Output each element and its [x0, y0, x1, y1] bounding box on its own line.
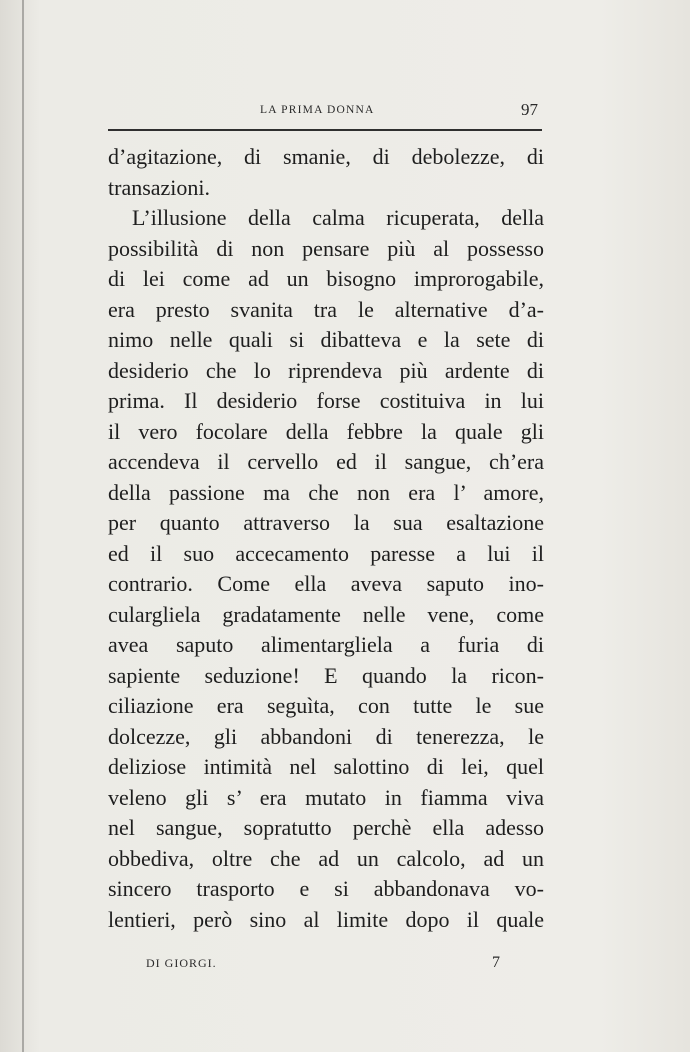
text-line: dolcezze, gli abbandoni di tenerezza, le [108, 723, 544, 749]
text-line: di lei come ad un bisogno improrogabile, [108, 266, 544, 291]
text-line: d’agitazione, di smanie, di debolezze, di [108, 144, 544, 169]
text-line: prima. Il desiderio forse costituiva in lui [108, 388, 544, 413]
text-line: lentieri, però sino al limite dopo il quale [108, 906, 544, 932]
text-line: possibilità di non pensare più al possesso [108, 235, 544, 261]
text-line: obbediva, oltre che ad un calcolo, ad un [108, 845, 544, 871]
text-line: nimo nelle quali si dibatteva e la sete di [108, 327, 544, 352]
binding-edge-line [22, 0, 24, 1052]
text-line: L’illusione della calma ricuperata, della [132, 205, 544, 230]
text-line: per quanto attraverso la sua esaltazione [108, 510, 544, 535]
text-line: culargliela gradatamente nelle vene, come [108, 601, 544, 627]
text-line: desiderio che lo riprendeva più ardente di [108, 357, 544, 383]
text-line: sincero trasporto e si abbandonava vo- [108, 876, 544, 901]
text-line: della passione ma che non era l’ amore, [108, 479, 544, 505]
page-header [0, 100, 690, 126]
printer-signature: DI GIORGI. [146, 956, 217, 970]
header-rule [108, 129, 542, 131]
text-line: transazioni. [108, 174, 211, 200]
text-line: ciliazione era seguìta, con tutte le sue [108, 693, 544, 718]
text-line: nel sangue, sopratutto perchè ella adesso [108, 815, 544, 840]
text-line: sapiente seduzione! E quando la ricon- [108, 662, 544, 688]
text-line: accendeva il cervello ed il sangue, ch’era [108, 449, 544, 474]
page-number: 97 [521, 100, 538, 119]
text-line: era presto svanita tra le alternative d’a- [108, 296, 544, 322]
body-text [108, 142, 544, 935]
text-line: avea saputo alimentargliela a furia di [108, 632, 544, 657]
text-line: deliziose intimità nel salottino di lei, quel [108, 754, 544, 779]
page-footer [0, 956, 690, 980]
text-line: il vero focolare della febbre la quale gli [108, 418, 544, 444]
signature-number: 7 [492, 954, 500, 971]
running-title: LA PRIMA DONNA [260, 104, 375, 116]
text-line: contrario. Come ella aveva saputo ino- [108, 571, 544, 596]
text-line: ed il suo accecamento paresse a lui il [108, 540, 544, 566]
text-line: veleno gli s’ era mutato in fiamma viva [108, 784, 544, 810]
